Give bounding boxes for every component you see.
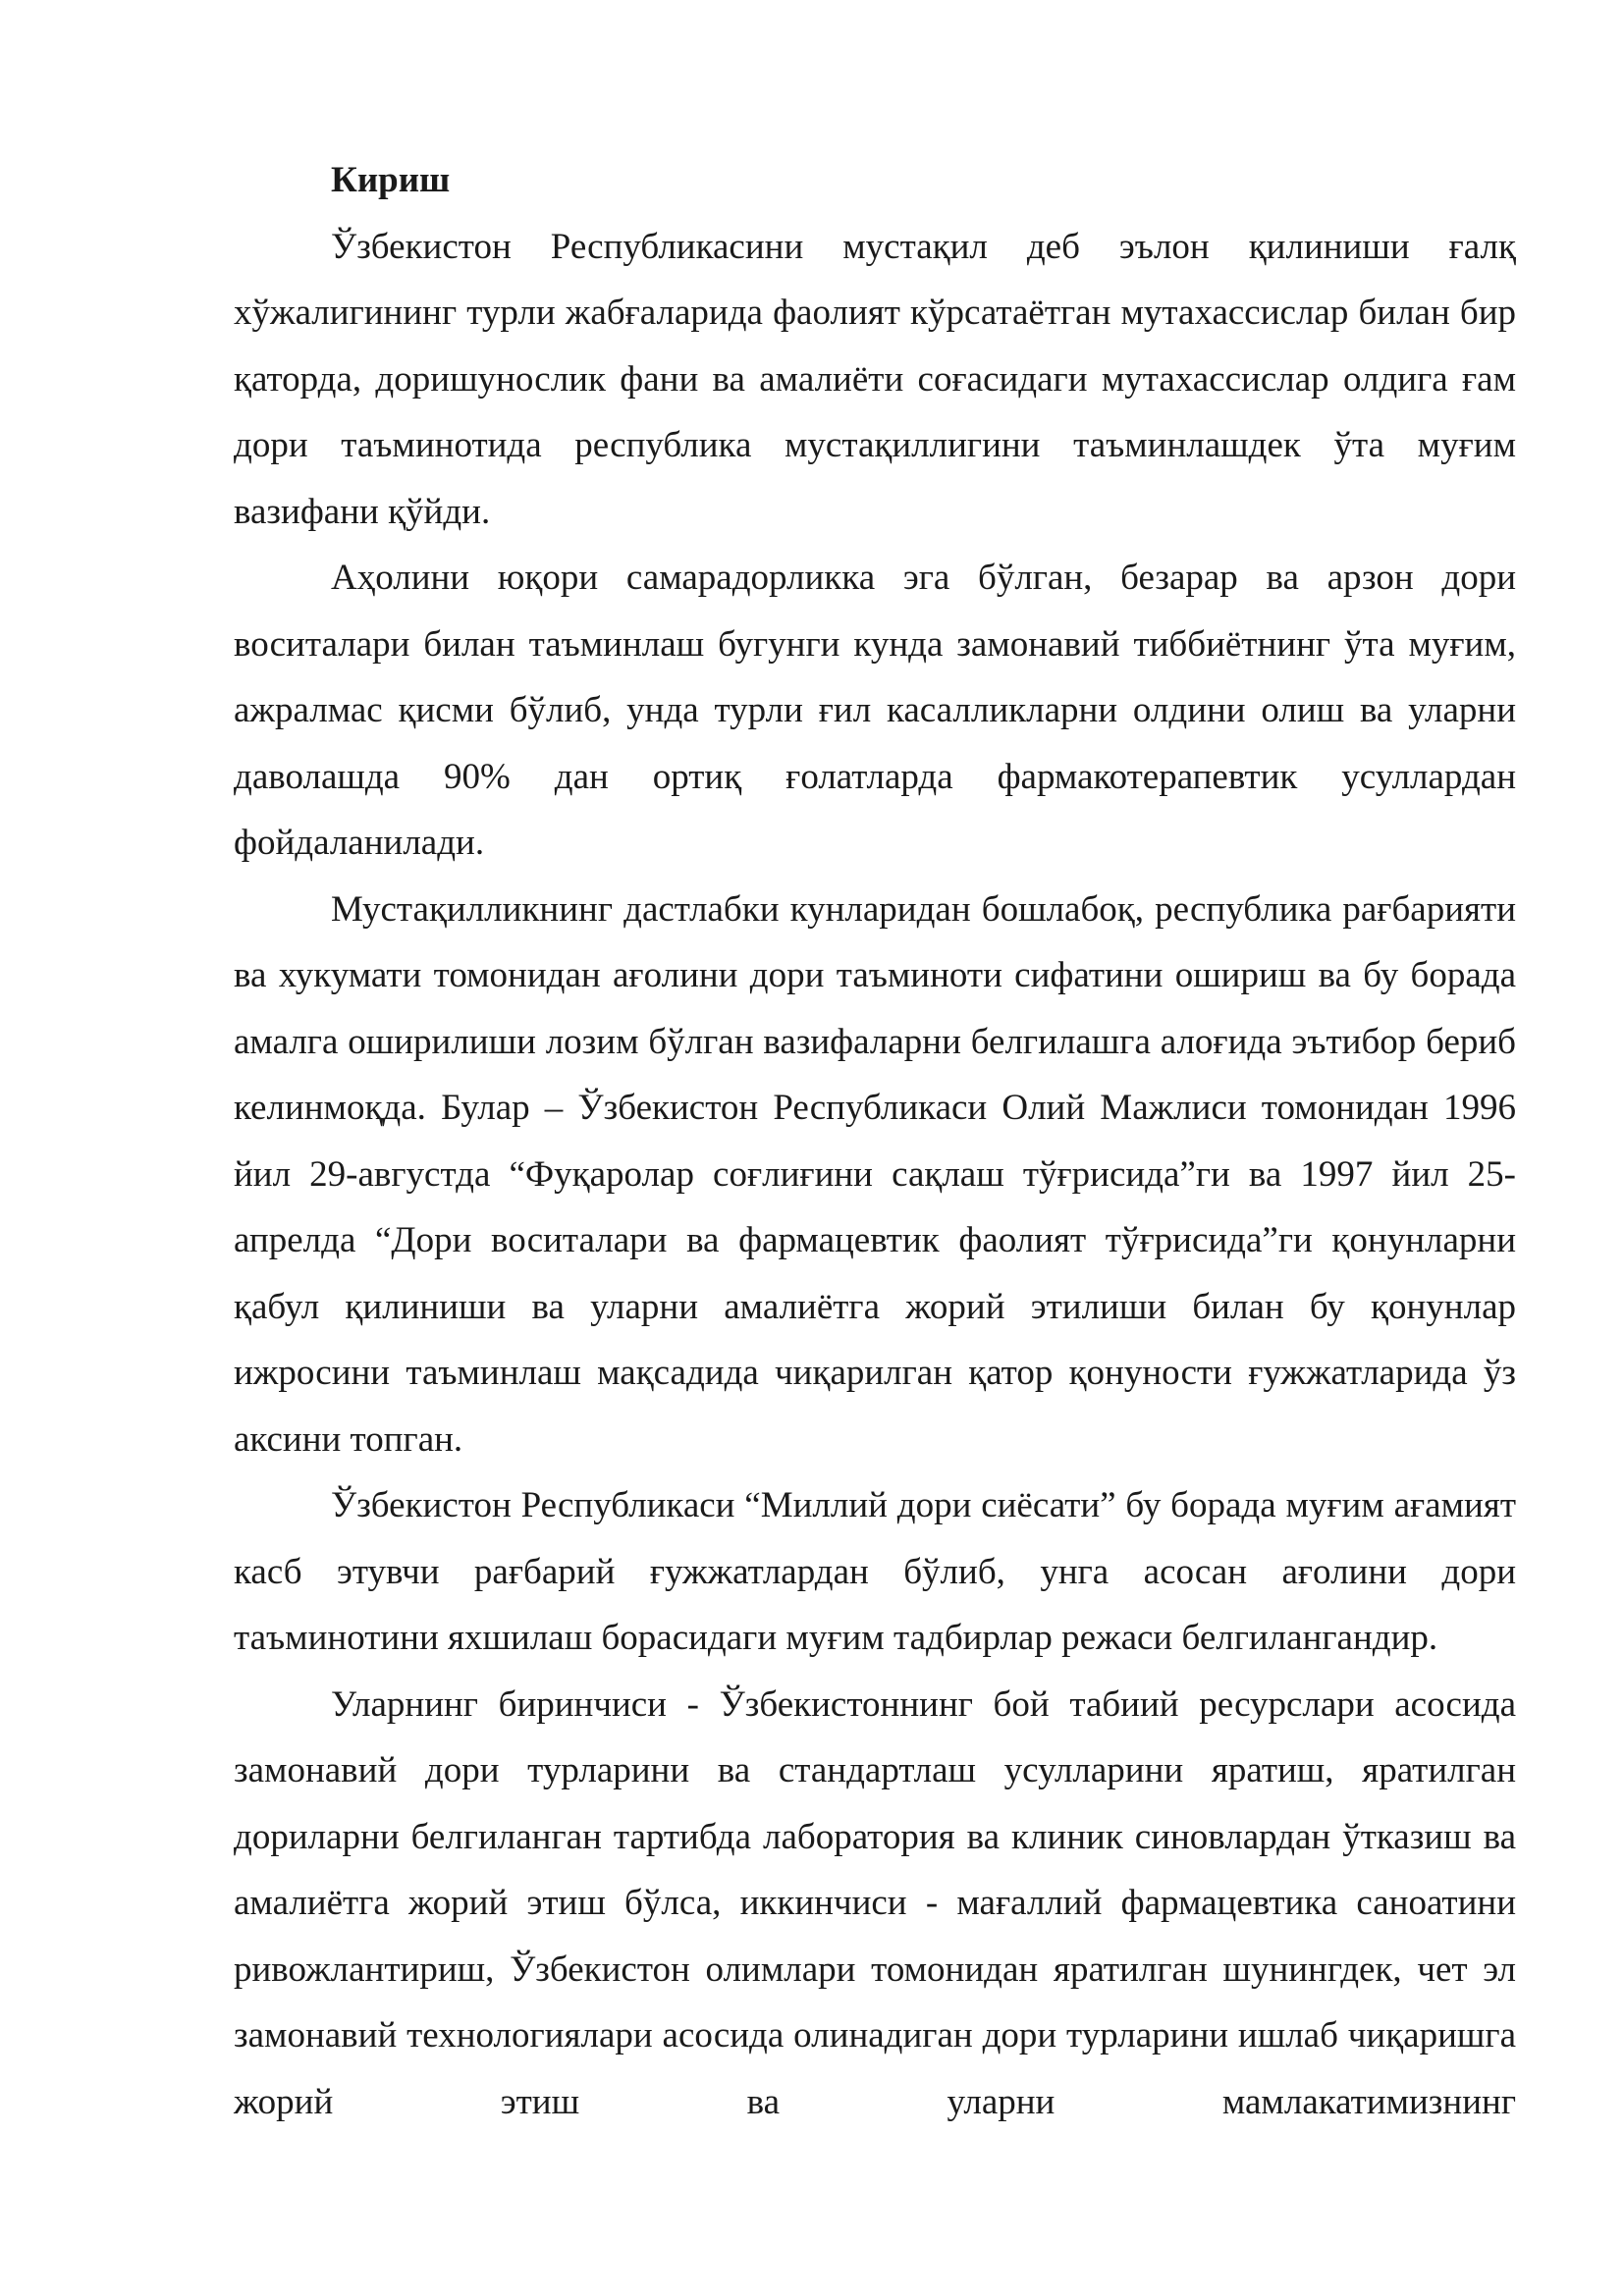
paragraph: Ўзбекистон Республикасини мустақил деб эълон қилиниши ғалқ хўжалигининг турли жабғаларида фаолият кўрсатаётган мутахассислар билан бир қаторда, доришунослик фани ва амалиёти соғасидаги мутахассислар олдига ғам дори таъминотида республика мустақиллигини таъминлашдек ўта муғим вазифани қўйди. bbox=[234, 226, 1516, 532]
paragraph: Ўзбекистон Республикаси “Миллий дори сиёсати” бу борада муғим ағамият касб этувчи рағбарий ғужжатлардан бўлиб, унга асосан ағолини дори таъминотини яхшилаш борасидаги муғим тадбирлар режаси белгилангандир. bbox=[234, 1485, 1516, 1658]
document-body bbox=[234, 147, 1516, 2135]
paragraph: Мустақилликнинг дастлабки кунларидан бошлабоқ, республика рағбарияти ва хукумати томонидан ағолини дори таъминоти сифатини ошириш ва бу борада амалга оширилиши лозим бўлган вазифаларни белгилашга алоғида эътибор бериб келинмоқда. Булар – Ўзбекистон Республикаси Олий Мажлиси томонидан 1996 йил 29-августда “Фуқаролар соғлиғини сақлаш тўғрисида”ги ва 1997 йил 25-апрелда “Дори воситалари ва фармацевтик фаолият тўғрисида”ги қонунларни қабул қилиниши ва уларни амалиётга жорий этилиши билан бу қонунлар ижросини таъминлаш мақсадида чиқарилган қатор қонуности ғужжатларида ўз аксини топган. bbox=[234, 888, 1516, 1460]
paragraph: Аҳолини юқори самарадорликка эга бўлган, безарар ва арзон дори воситалари билан таъминлаш бугунги кунда замонавий тиббиётнинг ўта муғим, ажралмас қисми бўлиб, унда турли ғил касалликларни олдини олиш ва уларни даволашда 90% дан ортиқ ғолатларда фармакотерапевтик усуллардан фойдаланилади. bbox=[234, 558, 1516, 863]
section-heading: Кириш bbox=[331, 160, 451, 200]
paragraph: Уларнинг биринчиси - Ўзбекистоннинг бой табиий ресурслари асосида замонавий дори турларини ва стандартлаш усулларини яратиш, яратилган дориларни белгиланган тартибда лаборатория ва клиник синовлардан ўтказиш ва амалиётга жорий этиш бўлса, иккинчиси - мағаллий фармацевтика саноатини ривожлантириш, Ўзбекистон олимлари томонидан яратилган шунингдек, чет эл замонавий технологиялари асосида олинадиган дори турларини ишлаб чиқаришга жорий этиш ва уларни мамлакатимизнинг bbox=[234, 1683, 1516, 2122]
